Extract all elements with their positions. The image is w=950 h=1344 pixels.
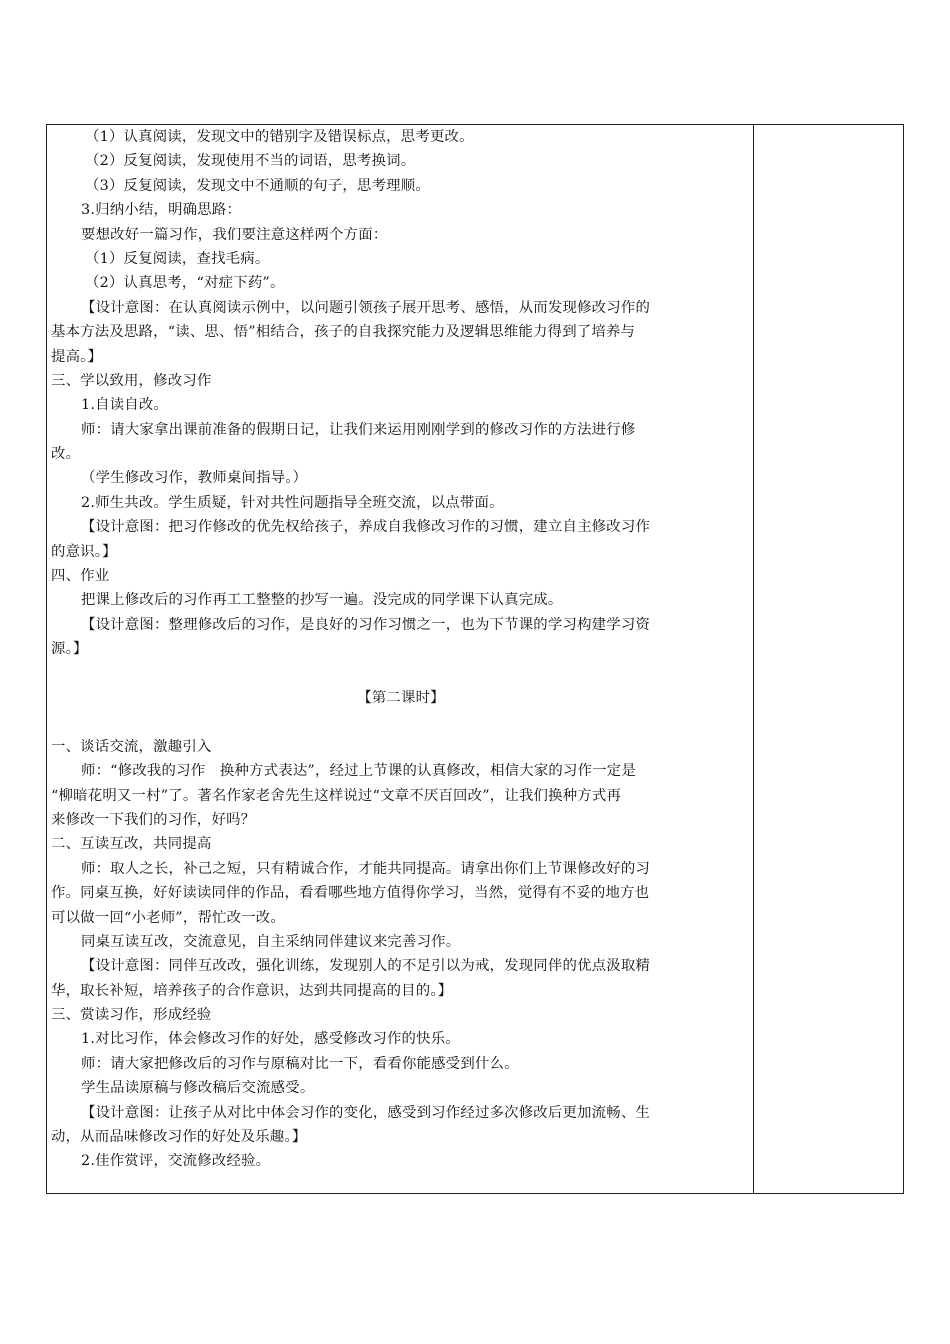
design-intent-line: 【设计意图：让孩子从对比中体会习作的变化，感受到习作经过多次修改后更加流畅、生 [81, 1104, 651, 1121]
section-title: 三、赏读习作，形成经验 [51, 1007, 212, 1024]
design-intent-line: 【设计意图：在认真阅读示例中，以问题引领孩子展开思考、感悟，从而发现修改习作的 [81, 299, 651, 316]
design-intent-line: 的意识。】 [51, 543, 117, 560]
text-line: 师：请大家把修改后的习作与原稿对比一下，看看你能感受到什么。 [81, 1055, 519, 1072]
section-title: 四、作业 [51, 568, 110, 585]
text-line: （2）认真思考，“对症下药”。 [85, 275, 285, 292]
text-line: 2.佳作赏评，交流修改经验。 [81, 1153, 271, 1170]
text-line: 师：请大家拿出课前准备的假期日记，让我们来运用刚刚学到的修改习作的方法进行修 [81, 421, 636, 438]
text-line: （1）反复阅读，查找毛病。 [85, 250, 270, 267]
text-line: 1.自读自改。 [81, 397, 169, 414]
text-line: （1）认真阅读，发现文中的错别字及错误标点，思考更改。 [85, 129, 474, 145]
lesson-content-cell [51, 125, 751, 1174]
text-line: 改。 [51, 446, 81, 463]
text-line: （2）反复阅读，发现使用不当的词语，思考换词。 [85, 153, 416, 170]
design-intent-line: 源。】 [51, 641, 88, 658]
design-intent-line: 动，从而品味修改习作的好处及乐趣。】 [51, 1129, 307, 1146]
text-line: 可以做一回“小老师”，帮忙改一改。 [51, 909, 285, 926]
text-line: 3.归纳小结，明确思路： [81, 202, 242, 219]
text-line: 作。同桌互换，好好读读同伴的作品，看看哪些地方值得你学习，当然，觉得有不妥的地方也 [51, 885, 650, 902]
lesson-plan-table [46, 124, 904, 1194]
column-divider [753, 125, 754, 1193]
text-line: 师：“修改我的习作 换种方式表达”，经过上节课的认真修改，相信大家的习作一定是 [81, 763, 636, 780]
design-intent-line: 基本方法及思路，“读、思、悟”相结合，孩子的自我探究能力及逻辑思维能力得到了培养与 [51, 324, 636, 341]
design-intent-line: 提高。】 [51, 348, 103, 365]
section-title: 三、学以致用，修改习作 [51, 372, 212, 389]
text-line: 来修改一下我们的习作，好吗？ [51, 811, 256, 828]
text-line: 2.师生共改。学生质疑，针对共性问题指导全班交流，以点带面。 [81, 494, 504, 511]
lesson-period-heading: 【第二课时】 [357, 689, 445, 706]
text-line: 师：取人之长，补己之短，只有精诚合作，才能共同提高。请拿出你们上节课修改好的习 [81, 860, 651, 877]
section-title: 二、互读互改，共同提高 [51, 836, 212, 853]
text-line: （3）反复阅读，发现文中不通顺的句子，思考理顺。 [85, 177, 430, 194]
text-line: 同桌互读互改，交流意见，自主采纳同伴建议来完善习作。 [81, 933, 461, 950]
section-title: 一、谈话交流，激趣引入 [51, 738, 212, 755]
design-intent-line: 华，取长补短，培养孩子的合作意识，达到共同提高的目的。】 [51, 982, 453, 999]
blank-line [51, 662, 751, 686]
text-line: 1.对比习作，体会修改习作的好处，感受修改习作的快乐。 [81, 1031, 460, 1048]
design-intent-line: 【设计意图：整理修改后的习作，是良好的习作习惯之一，也为下节课的学习构建学习资 [81, 616, 651, 633]
design-intent-line: 【设计意图：把习作修改的优先权给孩子，养成自我修改习作的习惯，建立自主修改习作 [81, 519, 651, 536]
text-line: 学生品读原稿与修改稿后交流感受。 [81, 1080, 315, 1097]
blank-line [51, 710, 751, 734]
text-line: （学生修改习作，教师桌间指导。） [81, 470, 308, 487]
text-line: 把课上修改后的习作再工工整整的抄写一遍。没完成的同学课下认真完成。 [81, 592, 563, 609]
text-line: “柳暗花明又一村”了。著名作家老舍先生这样说过“文章不厌百回改”，让我们换种方式再 [51, 787, 622, 804]
design-intent-line: 【设计意图：同伴互改改，强化训练，发现别人的不足引以为戒，发现同伴的优点汲取精 [81, 958, 651, 975]
text-line: 要想改好一篇习作，我们要注意这样两个方面： [81, 226, 388, 243]
